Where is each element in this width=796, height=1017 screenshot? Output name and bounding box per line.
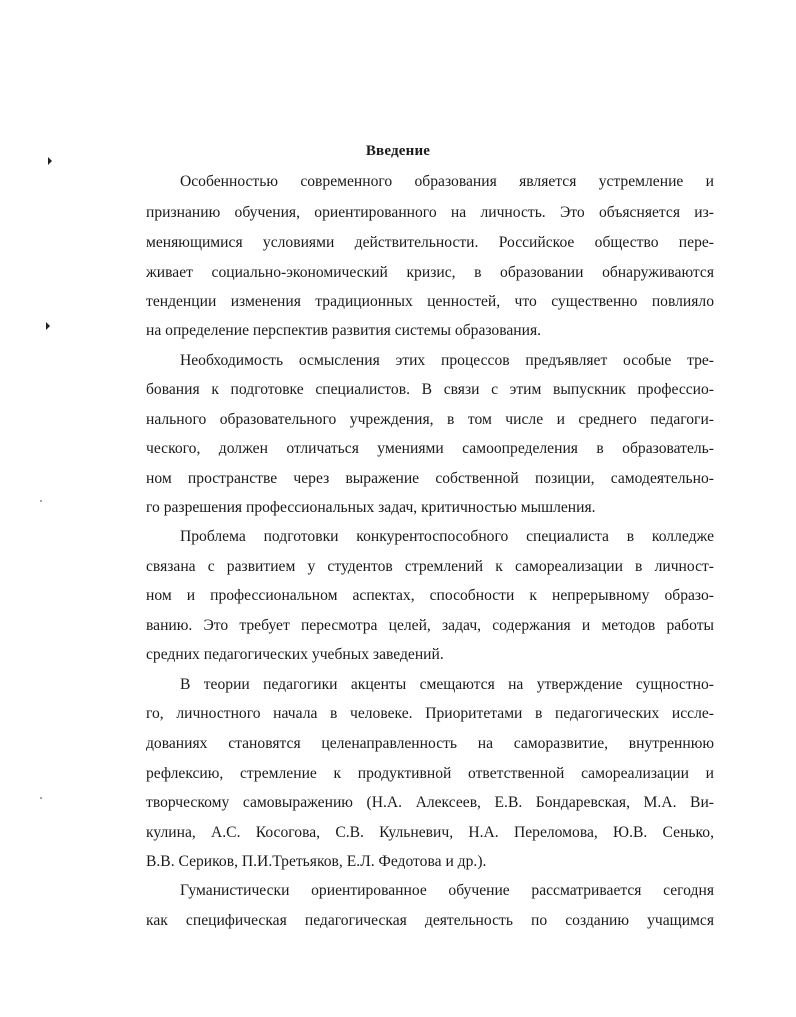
text-line: кулина, А.С. Косогова, С.В. Кульневич, Н.А. Переломова, Ю.В. Сенько, bbox=[146, 824, 714, 841]
text-line: признанию обучения, ориентированного на личность. Это объясняется из- bbox=[146, 204, 714, 221]
text-line: Гуманистически ориентированное обучение рассматривается сегодня bbox=[180, 882, 714, 899]
section-heading: Введение bbox=[365, 143, 431, 159]
text-line: го разрешения профессиональных задач, критичностью мышления. bbox=[146, 499, 596, 516]
text-line: ванию. Это требует пересмотра целей, задач, содержания и методов работы bbox=[146, 617, 714, 634]
margin-mark bbox=[46, 322, 50, 330]
text-line: В.В. Сериков, П.И.Третьяков, Е.Л. Федотова и др.). bbox=[146, 853, 487, 870]
text-line: связана с развитием у студентов стремлений к самореализации в личност- bbox=[146, 558, 714, 575]
text-line: Особенностью современного образования является устремление и bbox=[180, 173, 714, 190]
text-line: бования к подготовке специалистов. В связи с этим выпускник профессио- bbox=[146, 381, 714, 398]
text-line: Проблема подготовки конкурентоспособного специалиста в колледже bbox=[180, 528, 714, 545]
text-line: средних педагогических учебных заведений. bbox=[146, 646, 444, 663]
text-line: рефлексию, стремление к продуктивной ответственной самореализации и bbox=[146, 765, 714, 782]
text-line: нального образовательного учреждения, в том числе и среднего педагоги- bbox=[146, 411, 714, 428]
scan-speck bbox=[40, 500, 42, 502]
text-line: меняющимися условиями действительности. Российское общество пере- bbox=[146, 234, 714, 251]
text-line: ном и профессиональном аспектах, способности к непрерывному образо- bbox=[146, 587, 714, 604]
text-line: ческого, должен отличаться умениями самоопределения в образователь- bbox=[146, 440, 714, 457]
text-line: как специфическая педагогическая деятельность по созданию учащимся bbox=[146, 912, 714, 929]
text-line: на определение перспектив развития системы образования. bbox=[146, 322, 542, 339]
scan-speck bbox=[40, 797, 42, 799]
text-line: дованиях становятся целенаправленность на саморазвитие, внутреннюю bbox=[146, 735, 714, 752]
text-line: Необходимость осмысления этих процессов предъявляет особые тре- bbox=[180, 352, 714, 369]
text-line: живает социально-экономический кризис, в образовании обнаруживаются bbox=[146, 264, 714, 281]
text-line: ном пространстве через выражение собственной позиции, самодеятельно- bbox=[146, 470, 714, 487]
text-line: творческому самовыражению (Н.А. Алексеев, Е.В. Бондаревская, М.А. Ви- bbox=[146, 794, 714, 811]
text-line: В теории педагогики акценты смещаются на утверждение сущностно- bbox=[180, 676, 714, 693]
text-line: тенденции изменения традиционных ценностей, что существенно повлияло bbox=[146, 293, 714, 310]
text-line: го, личностного начала в человеке. Приоритетами в педагогических иссле- bbox=[146, 705, 714, 722]
